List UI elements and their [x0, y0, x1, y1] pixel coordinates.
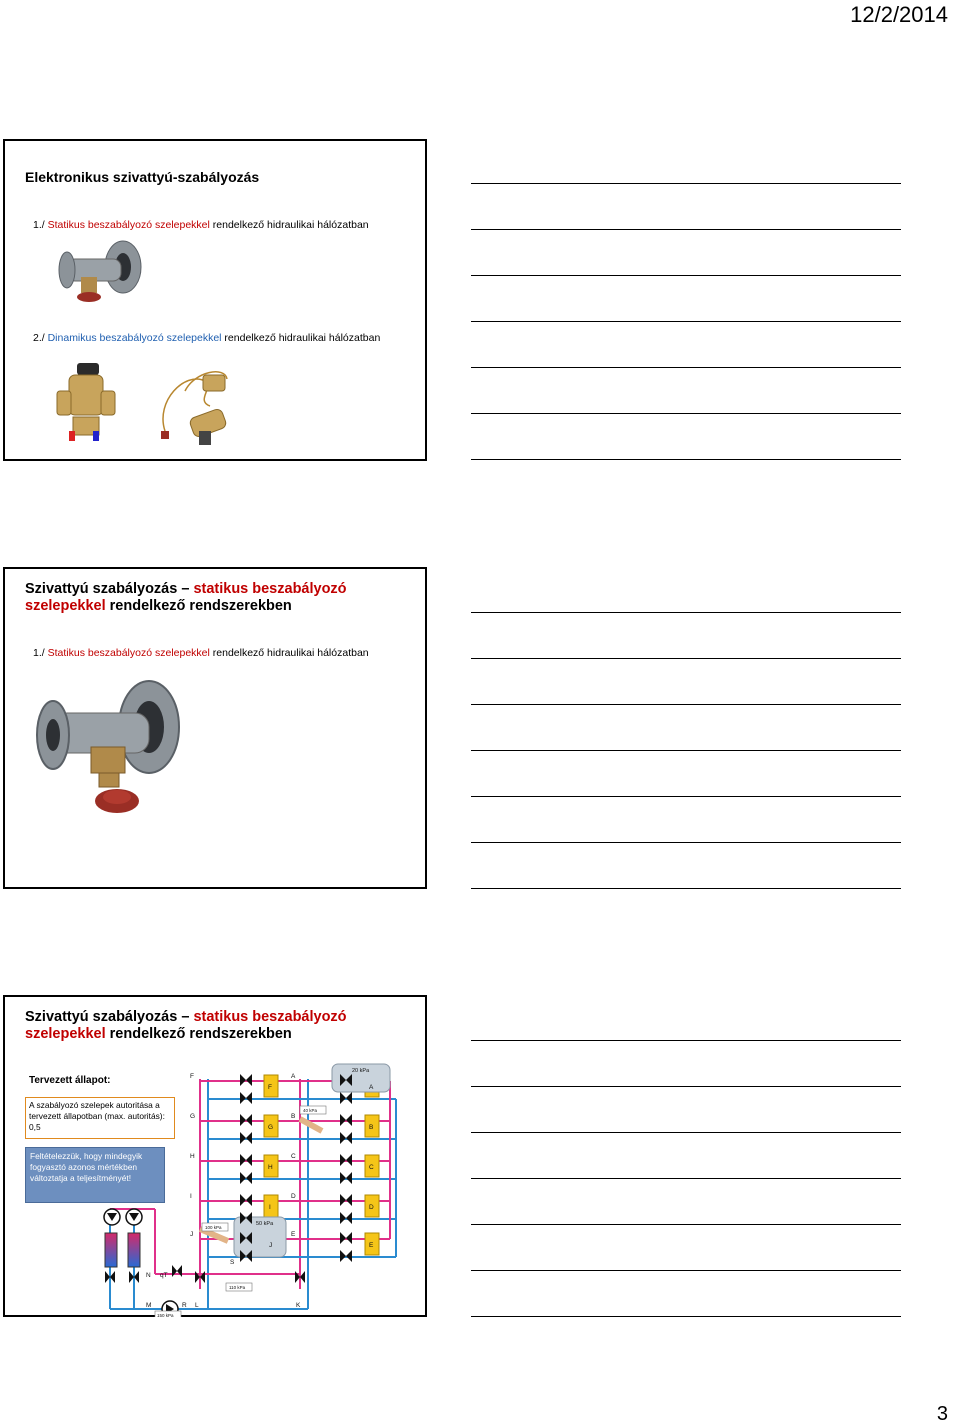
node-label-K: K: [296, 1302, 301, 1309]
note-line: [471, 413, 901, 414]
note-line: [471, 183, 901, 184]
note-line: [471, 367, 901, 368]
static-valve-image-large: [31, 677, 191, 825]
item-number: 2./: [33, 332, 48, 344]
slide-3-title: [25, 1009, 347, 1043]
heat-source-2: [128, 1233, 140, 1267]
title-part: Szivattyú szabályozás –: [25, 1009, 194, 1025]
slide-3: [3, 995, 427, 1317]
title-part: rendelkező rendszerekben: [105, 1026, 292, 1042]
item-number: 1./: [33, 219, 48, 231]
note-line: [471, 1132, 901, 1133]
flow-label-qT: qT: [160, 1272, 168, 1279]
consumer-label-E: E: [369, 1242, 374, 1249]
node-label-B: B: [291, 1113, 296, 1120]
title-highlight: szelepekkel: [25, 598, 106, 614]
note-line: [471, 229, 901, 230]
header-date: 12/2/2014: [850, 2, 948, 27]
note-line: [471, 842, 901, 843]
node-label-I: I: [190, 1193, 192, 1200]
title-part: rendelkező rendszerekben: [105, 598, 292, 614]
item-text: rendelkező hidraulikai hálózatban: [209, 219, 369, 231]
pressure-110kpa: 110 kPa: [229, 1285, 246, 1290]
slide-2-title: [25, 581, 347, 615]
item-text: rendelkező hidraulikai hálózatban: [221, 332, 381, 344]
node-label-D: D: [291, 1193, 296, 1200]
item-number: 1./: [33, 647, 48, 659]
note-line: [471, 658, 901, 659]
note-line: [471, 321, 901, 322]
item-highlight: Statikus beszabályozó szelepekkel: [47, 219, 210, 231]
hydraulic-network-diagram: [100, 1059, 425, 1317]
slide-2-item-1: [33, 647, 369, 659]
consumer-label-D: D: [369, 1204, 374, 1211]
dynamic-valve-image: [55, 361, 117, 447]
title-part: Szivattyú szabályozás –: [25, 581, 194, 597]
note-line: [471, 1270, 901, 1271]
node-label-C: C: [291, 1153, 296, 1160]
note-line: [471, 704, 901, 705]
consumer-label-G: G: [268, 1124, 274, 1131]
consumer-label-C: C: [369, 1164, 374, 1171]
node-label-F: F: [190, 1073, 194, 1080]
slide-1: [3, 139, 427, 461]
pressure-40kpa: 40 kPa: [303, 1108, 318, 1113]
consumer-label-H: H: [268, 1164, 273, 1171]
node-label-J: J: [190, 1231, 194, 1238]
assumption-info-box: Feltételezzük, hogy mindegyik fogyasztó azonos mértékben változtatja a teljesítményét!: [25, 1147, 165, 1203]
node-label-E: E: [291, 1231, 296, 1238]
note-line: [471, 750, 901, 751]
slide-1-item-2: [33, 332, 380, 344]
item-highlight: Dinamikus beszabályozó szelepekkel: [47, 332, 222, 344]
consumer-label-A: A: [369, 1084, 374, 1091]
heat-source-1: [105, 1233, 117, 1267]
pressure-20kpa: 20 kPa: [352, 1068, 370, 1074]
node-label-S: S: [230, 1259, 235, 1266]
item-highlight: Statikus beszabályozó szelepekkel: [47, 647, 210, 659]
consumer-label-J: J: [269, 1242, 273, 1249]
consumer-label-I: I: [269, 1204, 271, 1211]
note-line: [471, 796, 901, 797]
node-label-G: G: [190, 1113, 196, 1120]
consumer-label-F: F: [268, 1084, 272, 1091]
node-label-N: N: [146, 1272, 151, 1279]
note-line: [471, 1316, 901, 1317]
node-label-L: L: [195, 1302, 199, 1309]
dynamic-valve-with-capillary-image: [155, 361, 235, 451]
note-line: [471, 612, 901, 613]
pressure-50kpa: 50 kPa: [256, 1221, 274, 1227]
note-line: [471, 459, 901, 460]
node-label-H: H: [190, 1153, 195, 1160]
node-label-A: A: [291, 1073, 296, 1080]
planned-state-label: Tervezett állapot:: [29, 1075, 111, 1086]
note-line: [471, 1178, 901, 1179]
note-line: [471, 1040, 901, 1041]
note-line: [471, 888, 901, 889]
slide-1-title: Elektronikus szivattyú-szabályozás: [25, 169, 260, 185]
item-text: rendelkező hidraulikai hálózatban: [209, 647, 369, 659]
title-highlight: statikus beszabályozó: [193, 1009, 347, 1025]
consumer-I: [264, 1195, 278, 1217]
node-label-R: R: [182, 1302, 187, 1309]
consumer-label-B: B: [369, 1124, 374, 1131]
note-line: [471, 275, 901, 276]
pressure-150kpa: 150 kPa: [157, 1313, 174, 1317]
slide-2: [3, 567, 427, 889]
authority-info-box: A szabályozó szelepek autoritása a tervezett állapotban (max. autoritás): 0,5: [25, 1097, 175, 1139]
note-line: [471, 1224, 901, 1225]
pressure-100kpa: 100 kPa: [205, 1225, 222, 1230]
page-number: 3: [936, 1403, 948, 1425]
slide-1-item-1: [33, 219, 369, 231]
title-highlight: szelepekkel: [25, 1026, 106, 1042]
note-line: [471, 1086, 901, 1087]
node-label-M: M: [146, 1302, 152, 1309]
static-valve-image-small: [53, 237, 143, 303]
title-highlight: statikus beszabályozó: [193, 581, 347, 597]
